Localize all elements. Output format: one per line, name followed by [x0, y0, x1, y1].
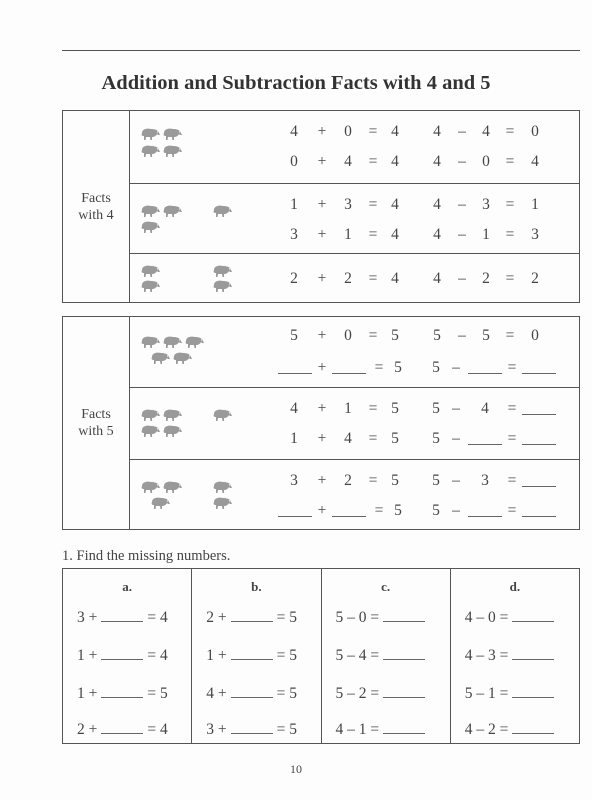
exercise-item-suffix: = 5 — [276, 721, 297, 738]
addition-fact-token-blank[interactable] — [278, 502, 312, 517]
answer-blank[interactable] — [512, 645, 554, 660]
subtraction-fact-token: 4 — [433, 226, 441, 243]
exercise-item — [336, 683, 430, 703]
addition-fact-token: 1 — [290, 430, 298, 447]
addition-fact-token: 4 — [391, 226, 399, 243]
section4-row-1 — [129, 111, 579, 183]
bison-icon — [211, 496, 233, 510]
subtraction-fact-token: 5 — [482, 327, 490, 344]
exercise-item-prefix: 4 – 3 = — [464, 647, 509, 664]
exercise-item — [77, 645, 168, 665]
addition-fact-token: = — [368, 400, 378, 417]
addition-fact-token: = — [368, 226, 378, 243]
answer-blank[interactable] — [231, 683, 273, 698]
subtraction-fact-token: 3 — [481, 472, 489, 489]
answer-blank[interactable] — [231, 719, 273, 734]
exercise-item — [465, 645, 559, 665]
column-heading: d. — [509, 579, 521, 594]
addition-fact-token-blank[interactable] — [278, 359, 312, 374]
subtraction-fact-token: – — [452, 472, 460, 489]
addition-fact-token: 5 — [391, 400, 399, 417]
bison-icon — [183, 335, 205, 349]
subtraction-fact-token: 0 — [531, 327, 539, 344]
facts-with-4-box — [62, 110, 580, 303]
exercise-item-prefix: 4 – 0 = — [464, 609, 509, 626]
bison-icon — [139, 335, 161, 349]
bison-icon — [139, 408, 161, 422]
answer-blank[interactable] — [231, 645, 273, 660]
subtraction-fact-token-blank[interactable] — [522, 359, 556, 374]
section4-row-2 — [129, 183, 579, 254]
facts-with-5-box — [62, 316, 580, 530]
bison-icon — [211, 480, 233, 494]
bison-icon — [139, 279, 161, 293]
exercise-item-suffix: = 5 — [276, 609, 297, 626]
answer-blank[interactable] — [101, 719, 143, 734]
subtraction-fact-token: = — [507, 430, 517, 447]
addition-fact-token: 0 — [290, 153, 298, 170]
subtraction-fact-token: 1 — [482, 226, 490, 243]
subtraction-fact-token: 4 — [481, 400, 489, 417]
answer-blank[interactable] — [101, 683, 143, 698]
subtraction-fact-token: – — [458, 153, 466, 170]
addition-fact-token: + — [317, 270, 327, 287]
subtraction-fact-token: 0 — [482, 153, 490, 170]
answer-blank[interactable] — [383, 645, 425, 660]
subtraction-fact-token: 5 — [432, 502, 440, 519]
addition-fact-token: = — [368, 327, 378, 344]
facts-with-4-label — [63, 111, 130, 302]
exercise-item — [465, 719, 559, 739]
addition-fact-token: 4 — [391, 196, 399, 213]
exercise-item-prefix: 1 + — [206, 647, 227, 664]
exercise-item-prefix: 5 – 0 = — [335, 609, 380, 626]
subtraction-fact-token: – — [452, 359, 460, 376]
exercise-column-d — [451, 569, 579, 743]
subtraction-fact-token: – — [458, 270, 466, 287]
page-title: Addition and Subtraction Facts with 4 and 5 — [101, 72, 491, 94]
exercise-instruction: 1. Find the missing numbers. — [62, 548, 231, 564]
answer-blank[interactable] — [383, 607, 425, 622]
subtraction-fact-token: – — [458, 123, 466, 140]
addition-fact-token: 4 — [391, 270, 399, 287]
exercise-item-prefix: 5 – 1 = — [464, 685, 509, 702]
addition-fact-token: + — [317, 430, 327, 447]
exercise-column-a — [63, 569, 192, 743]
addition-fact-token: 4 — [391, 123, 399, 140]
subtraction-fact-token: 4 — [433, 123, 441, 140]
addition-fact-token: = — [368, 430, 378, 447]
subtraction-fact-token: = — [505, 226, 515, 243]
subtraction-fact-token: 1 — [531, 196, 539, 213]
addition-fact-token: 4 — [344, 153, 352, 170]
subtraction-fact-token: 3 — [531, 226, 539, 243]
addition-fact-token: 2 — [344, 270, 352, 287]
exercise-item-prefix: 1 + — [77, 647, 98, 664]
bison-icon — [139, 220, 161, 234]
section5-row-2 — [129, 387, 579, 460]
addition-fact-token: 3 — [290, 472, 298, 489]
facts-with-5-label — [63, 317, 130, 529]
addition-fact-token: + — [317, 400, 327, 417]
addition-fact-token: + — [317, 153, 327, 170]
addition-fact-token: 4 — [391, 153, 399, 170]
addition-fact-token: 2 — [290, 270, 298, 287]
exercise-item — [77, 719, 168, 739]
subtraction-fact-token: = — [505, 153, 515, 170]
subtraction-fact-token: = — [507, 502, 517, 519]
bison-icon — [161, 480, 183, 494]
bison-icon — [139, 144, 161, 158]
section5-row-3 — [129, 459, 579, 530]
addition-fact-token: = — [374, 359, 384, 376]
subtraction-fact-token: – — [458, 327, 466, 344]
subtraction-fact-token: 0 — [531, 123, 539, 140]
subtraction-fact-token: 5 — [432, 400, 440, 417]
exercise-item-prefix: 5 – 4 = — [335, 647, 380, 664]
addition-fact-token: = — [368, 196, 378, 213]
exercise-item-prefix: 5 – 2 = — [335, 685, 380, 702]
exercise-item — [465, 683, 559, 703]
bison-icon — [139, 480, 161, 494]
addition-fact-token: 5 — [391, 430, 399, 447]
addition-fact-token: + — [317, 327, 327, 344]
exercise-grid — [62, 568, 580, 744]
bison-icon — [149, 351, 171, 365]
subtraction-fact-token: – — [458, 196, 466, 213]
addition-fact-token: 3 — [344, 196, 352, 213]
addition-fact-token: + — [317, 502, 327, 519]
subtraction-fact-token: 4 — [482, 123, 490, 140]
exercise-item-prefix: 3 + — [77, 609, 98, 626]
subtraction-fact-token: = — [507, 359, 517, 376]
bison-icon — [161, 127, 183, 141]
addition-fact-token: = — [374, 502, 384, 519]
subtraction-fact-token-blank[interactable] — [468, 430, 502, 445]
subtraction-fact-token: 5 — [432, 430, 440, 447]
bison-icon — [139, 264, 161, 278]
subtraction-fact-token: 2 — [531, 270, 539, 287]
bison-icon — [211, 204, 233, 218]
addition-fact-token: 1 — [290, 196, 298, 213]
subtraction-fact-token: 4 — [531, 153, 539, 170]
addition-fact-token: 2 — [344, 472, 352, 489]
subtraction-fact-token-blank[interactable] — [468, 359, 502, 374]
bison-icon — [161, 204, 183, 218]
exercise-item-prefix: 4 + — [206, 685, 227, 702]
exercise-column-c — [322, 569, 451, 743]
addition-fact-token: = — [368, 123, 378, 140]
addition-fact-token: + — [317, 196, 327, 213]
exercise-item — [336, 719, 430, 739]
exercise-item — [206, 719, 297, 739]
column-heading: a. — [122, 579, 132, 594]
addition-fact-token: = — [368, 472, 378, 489]
bison-icon — [139, 127, 161, 141]
answer-blank[interactable] — [101, 607, 143, 622]
bison-icon — [211, 408, 233, 422]
exercise-item-suffix: = 4 — [147, 721, 168, 738]
addition-fact-token: 1 — [344, 226, 352, 243]
column-heading: c. — [381, 579, 391, 594]
exercise-item — [77, 607, 168, 627]
bison-icon — [161, 424, 183, 438]
exercise-item-prefix: 1 + — [77, 685, 98, 702]
subtraction-fact-token: – — [452, 430, 460, 447]
exercise-item-suffix: = 5 — [276, 647, 297, 664]
exercise-item-prefix: 2 + — [77, 721, 98, 738]
addition-fact-token: 5 — [394, 359, 402, 376]
answer-blank[interactable] — [383, 719, 425, 734]
bison-icon — [139, 204, 161, 218]
addition-fact-token: 4 — [344, 430, 352, 447]
subtraction-fact-token: = — [505, 123, 515, 140]
addition-fact-token: = — [368, 153, 378, 170]
answer-blank[interactable] — [512, 607, 554, 622]
subtraction-fact-token: 2 — [482, 270, 490, 287]
exercise-item-prefix: 4 – 2 = — [464, 721, 509, 738]
subtraction-fact-token: = — [505, 196, 515, 213]
answer-blank[interactable] — [512, 683, 554, 698]
bison-icon — [171, 351, 193, 365]
answer-blank[interactable] — [231, 607, 273, 622]
bison-icon — [139, 424, 161, 438]
addition-fact-token: 0 — [344, 123, 352, 140]
subtraction-fact-token: = — [507, 472, 517, 489]
bison-icon — [211, 264, 233, 278]
subtraction-fact-token-blank[interactable] — [522, 430, 556, 445]
addition-fact-token-blank[interactable] — [332, 359, 366, 374]
subtraction-fact-token-blank[interactable] — [522, 472, 556, 487]
exercise-item — [77, 683, 168, 703]
addition-fact-token: 5 — [394, 502, 402, 519]
addition-fact-token: 4 — [290, 123, 298, 140]
facts-with-4-text: Facts with 4 — [78, 190, 114, 223]
exercise-item-prefix: 2 + — [206, 609, 227, 626]
subtraction-fact-token: 4 — [433, 153, 441, 170]
addition-fact-token: + — [317, 226, 327, 243]
addition-fact-token-blank[interactable] — [332, 502, 366, 517]
addition-fact-token: 5 — [391, 472, 399, 489]
subtraction-fact-token: – — [458, 226, 466, 243]
addition-fact-token: = — [368, 270, 378, 287]
bison-icon — [161, 335, 183, 349]
answer-blank[interactable] — [383, 683, 425, 698]
exercise-column-b — [192, 569, 321, 743]
subtraction-fact-token: – — [452, 502, 460, 519]
exercise-item — [336, 645, 430, 665]
top-rule — [62, 50, 580, 51]
answer-blank[interactable] — [512, 719, 554, 734]
subtraction-fact-token: 5 — [433, 327, 441, 344]
exercise-item-prefix: 4 – 1 = — [335, 721, 380, 738]
exercise-item-prefix: 3 + — [206, 721, 227, 738]
subtraction-fact-token: 5 — [432, 359, 440, 376]
addition-fact-token: 5 — [391, 327, 399, 344]
exercise-item-suffix: = 4 — [147, 647, 168, 664]
subtraction-fact-token: 4 — [433, 196, 441, 213]
exercise-item-suffix: = 5 — [276, 685, 297, 702]
addition-fact-token: 0 — [344, 327, 352, 344]
section4-row-3 — [129, 253, 579, 303]
addition-fact-token: 1 — [344, 400, 352, 417]
exercise-item — [336, 607, 430, 627]
subtraction-fact-token: = — [505, 270, 515, 287]
page-number: 10 — [290, 762, 302, 776]
bison-icon — [149, 496, 171, 510]
subtraction-fact-token: – — [452, 400, 460, 417]
subtraction-fact-token-blank[interactable] — [468, 502, 502, 517]
exercise-item-suffix: = 5 — [147, 685, 168, 702]
addition-fact-token: 3 — [290, 226, 298, 243]
answer-blank[interactable] — [101, 645, 143, 660]
subtraction-fact-token-blank[interactable] — [522, 400, 556, 415]
bison-icon — [161, 408, 183, 422]
subtraction-fact-token: = — [505, 327, 515, 344]
addition-fact-token: + — [317, 123, 327, 140]
exercise-item — [465, 607, 559, 627]
exercise-item — [206, 645, 297, 665]
section5-row-1 — [129, 317, 579, 387]
subtraction-fact-token: 3 — [482, 196, 490, 213]
addition-fact-token: 4 — [290, 400, 298, 417]
bison-icon — [211, 279, 233, 293]
subtraction-fact-token: 4 — [433, 270, 441, 287]
addition-fact-token: 5 — [290, 327, 298, 344]
addition-fact-token: + — [317, 472, 327, 489]
addition-fact-token: + — [317, 359, 327, 376]
exercise-item-suffix: = 4 — [147, 609, 168, 626]
bison-icon — [161, 144, 183, 158]
column-heading: b. — [251, 579, 262, 594]
facts-with-5-text: Facts with 5 — [78, 407, 114, 439]
subtraction-fact-token: = — [507, 400, 517, 417]
subtraction-fact-token-blank[interactable] — [522, 502, 556, 517]
exercise-item — [206, 683, 297, 703]
subtraction-fact-token: 5 — [432, 472, 440, 489]
exercise-item — [206, 607, 297, 627]
